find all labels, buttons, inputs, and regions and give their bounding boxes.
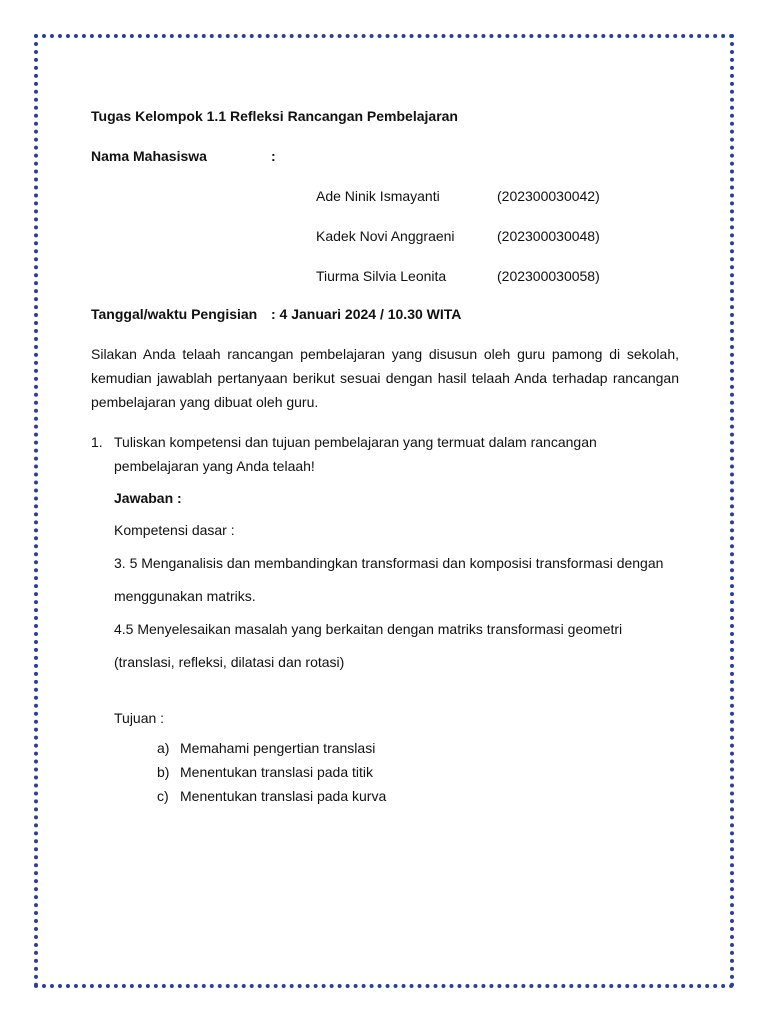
answer-title: Jawaban :	[114, 490, 182, 506]
member-row	[316, 184, 679, 208]
kd-label: Kompetensi dasar :	[114, 522, 235, 538]
nama-label: Nama Mahasiswa	[91, 148, 207, 164]
kd-35-line2: menggunakan matriks.	[114, 588, 256, 604]
nama-mahasiswa-row	[91, 144, 679, 168]
member-name: Tiurma Silvia Leonita	[316, 268, 447, 284]
tujuan-marker: a)	[157, 740, 170, 756]
kd-35-line1: 3. 5 Menganalisis dan membandingkan transformasi dan komposisi transformasi dengan	[114, 555, 664, 571]
tujuan-text: Menentukan translasi pada kurva	[180, 788, 387, 804]
tujuan-marker: c)	[157, 788, 169, 804]
nama-colon: :	[271, 148, 276, 164]
instruction-paragraph: Silakan Anda telaah rancangan pembelajaran yang disusun oleh guru pamong di sekolah, kemudian jawablah pertanyaan berikut sesuai dengan hasil telaah Anda terhadap rancangan pembelajaran yang dibuat oleh guru.	[91, 346, 679, 410]
document-title: Tugas Kelompok 1.1 Refleksi Rancangan Pembelajaran	[91, 108, 458, 124]
tujuan-label: Tujuan :	[114, 710, 165, 726]
document-body	[91, 104, 679, 808]
tujuan-text: Memahami pengertian translasi	[180, 740, 376, 756]
member-name: Kadek Novi Anggraeni	[316, 228, 455, 244]
member-row	[316, 224, 679, 248]
answer-block	[114, 486, 679, 808]
member-name: Ade Ninik Ismayanti	[316, 188, 440, 204]
tanggal-label: Tanggal/waktu Pengisian	[91, 306, 258, 322]
tujuan-item	[157, 736, 679, 760]
tujuan-item	[157, 760, 679, 784]
tujuan-text: Menentukan translasi pada titik	[180, 764, 373, 780]
member-nim: (202300030058)	[497, 268, 600, 284]
member-nim: (202300030048)	[497, 228, 600, 244]
question-text: Tuliskan kompetensi dan tujuan pembelajaran yang termuat dalam rancangan pembelajaran yang Anda telaah!	[114, 434, 597, 474]
member-row	[316, 264, 679, 288]
kd-45-line2: (translasi, refleksi, dilatasi dan rotasi)	[114, 654, 345, 670]
member-nim: (202300030042)	[497, 188, 600, 204]
tujuan-item	[157, 784, 679, 808]
question-item	[91, 430, 679, 478]
tanggal-row	[91, 302, 679, 326]
tanggal-value: : 4 Januari 2024 / 10.30 WITA	[271, 306, 462, 322]
question-number: 1.	[91, 434, 103, 450]
tujuan-list	[157, 736, 679, 808]
kd-45-line1: 4.5 Menyelesaikan masalah yang berkaitan dengan matriks transformasi geometri	[114, 621, 623, 637]
tujuan-marker: b)	[157, 764, 170, 780]
